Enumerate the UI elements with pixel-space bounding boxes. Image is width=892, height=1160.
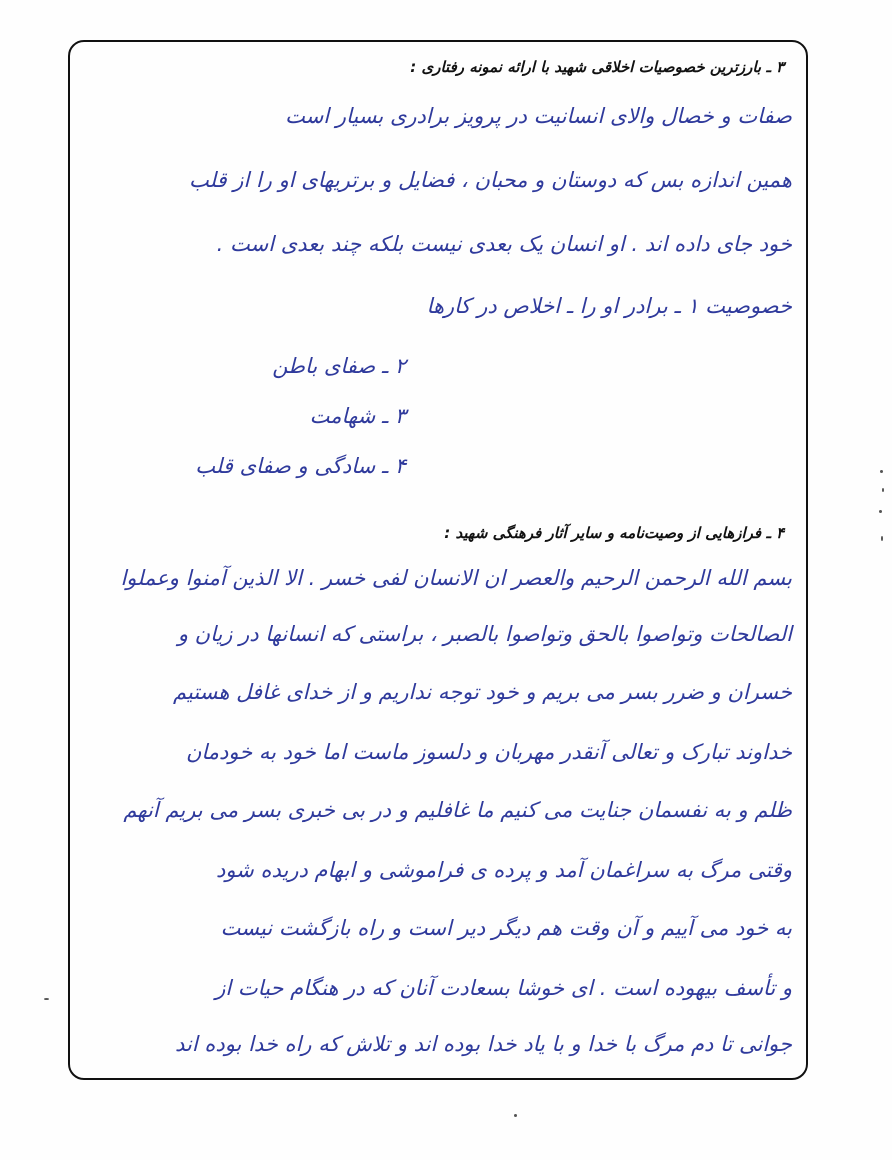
section-4-line-5: ظلم و به نفسمان جنایت می کنیم ما غافلیم و در بی خبری بسر می بریم آنهم [123, 798, 792, 822]
scan-speck [44, 998, 49, 1000]
section-3-item-2: ۲ ـ صفای باطن [272, 354, 406, 378]
page-border-frame [68, 40, 808, 1080]
section-4-line-2: الصالحات وتواصوا بالحق وتواصوا بالصبر ، براستی که انسانها در زیان و [177, 622, 792, 646]
section-3-heading: ۳ ـ بارزترین خصوصیات اخلاقی شهید با ارائه نمونه رفتاری : [410, 58, 784, 76]
section-4-line-7: به خود می آییم و آن وقت هم دیگر دیر است و راه بازگشت نیست [220, 916, 792, 940]
scan-speck [514, 1114, 517, 1117]
section-3-line-1: صفات و خصال والای انسانیت در پرویز برادری بسیار است [285, 104, 792, 128]
section-4-line-8: و تأسف بیهوده است . ای خوشا بسعادت آنان که در هنگام حیات از [215, 976, 792, 1000]
section-4-line-9: جوانی تا دم مرگ با خدا و با یاد خدا بوده اند و تلاش که راه خدا بوده اند [174, 1032, 792, 1056]
section-4-line-6: وقتی مرگ به سراغمان آمد و پرده ی فراموشی و ابهام دریده شود [215, 858, 792, 882]
section-4-line-4: خداوند تبارک و تعالی آنقدر مهربان و دلسوز ماست اما خود به خودمان [185, 740, 792, 764]
section-4-line-1: بسم الله الرحمن الرحیم والعصر ان الانسان لفی خسر . الا الذین آمنوا وعملوا [120, 566, 792, 590]
section-3-line-3: خود جای داده اند . او انسان یک بعدی نیست بلکه چند بعدی است . [216, 232, 792, 256]
scan-specks [878, 470, 888, 560]
section-3-item-3: ۳ ـ شهامت [309, 404, 406, 428]
section-3-line-2: همین اندازه بس که دوستان و محبان ، فضایل و برتریهای او را از قلب [189, 168, 792, 192]
section-3-line-4: خصوصیت ۱ ـ برادر او را ـ اخلاص در کارها [426, 294, 792, 318]
section-4-line-3: خسران و ضرر بسر می بریم و خود توجه نداریم و از خدای غافل هستیم [173, 680, 792, 704]
section-4-heading: ۴ ـ فرازهایی از وصیت‌نامه و سایر آثار فرهنگی شهید : [444, 524, 784, 542]
section-3-item-4: ۴ ـ سادگی و صفای قلب [195, 454, 406, 478]
